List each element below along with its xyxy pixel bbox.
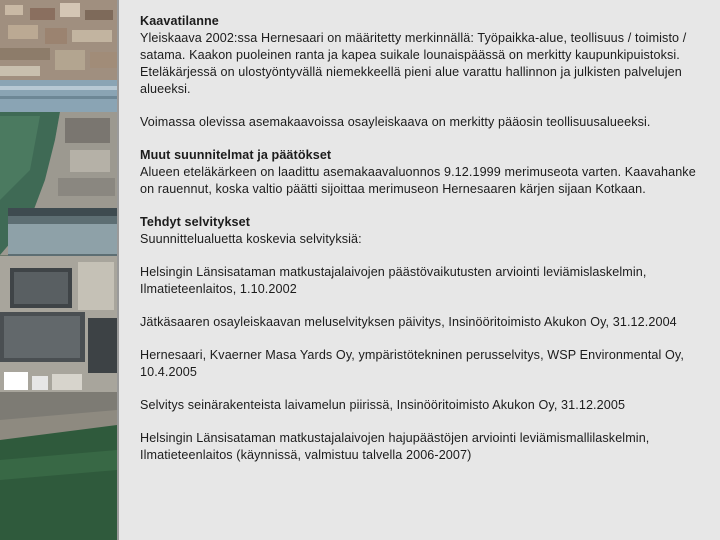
section-tehdyt-selvitykset [140,214,710,248]
vertical-divider [117,0,119,540]
study-item: Selvitys seinärakenteista laivamelun piirissä, Insinööritoimisto Akukon Oy, 31.12.2005 [140,398,626,412]
study-item: Helsingin Länsisataman matkustajalaivojen päästövaikutusten arviointi leviämislaskelmin, Ilmatieteenlaitos, 1.10.2002 [140,265,647,296]
aerial-photo [0,0,117,540]
aerial-photo-drawing [0,0,117,540]
section-kaavatilanne [140,13,710,98]
section-muut-suunnitelmat [140,147,710,198]
section-heading: Muut suunnitelmat ja päätökset [140,148,332,162]
study-item: Jätkäsaaren osayleiskaavan meluselvityksen päivitys, Insinööritoimisto Akukon Oy, 31.12.2004 [140,315,677,329]
section-heading: Kaavatilanne [140,14,219,28]
section-text: Alueen eteläkärkeen on laadittu asemakaavaluonnos 9.12.1999 merimuseota varten. Kaavahanke on rauennut, koska valtio päätti sijoittaa merimuseon Hernesaaren kärjen sijaan Kotkaan. [140,165,696,196]
study-item: Helsingin Länsisataman matkustajalaivojen hajupäästöjen arviointi leviämismallilaskelmin, Ilmatieteenlaitos (käynnissä, valmistuu talvella 2006-2007) [140,431,650,462]
section-heading: Tehdyt selvitykset [140,215,251,229]
section-text: Suunnittelualuetta koskevia selvityksiä: [140,232,362,246]
document-text [140,13,710,480]
section-text: Voimassa olevissa asemakaavoissa osayleiskaava on merkitty pääosin teollisuusalueeksi. [140,115,651,129]
section-text: Yleiskaava 2002:ssa Hernesaari on määritetty merkinnällä: Työpaikka-alue, teollisuus / toimisto / satama. Kaakon puoleinen ranta ja kapea suikale lounaispäässä on merkitty kaupunkipuistoksi. Eteläkärjessä on ulostyöntyvällä niemekkeellä pieni alue varattu hallinnon ja julkisten palvelujen alueeksi. [140,31,687,96]
study-item: Hernesaari, Kvaerner Masa Yards Oy, ympäristötekninen perusselvitys, WSP Environmental Oy, 10.4.2005 [140,348,684,379]
section-voimassa [140,114,710,131]
